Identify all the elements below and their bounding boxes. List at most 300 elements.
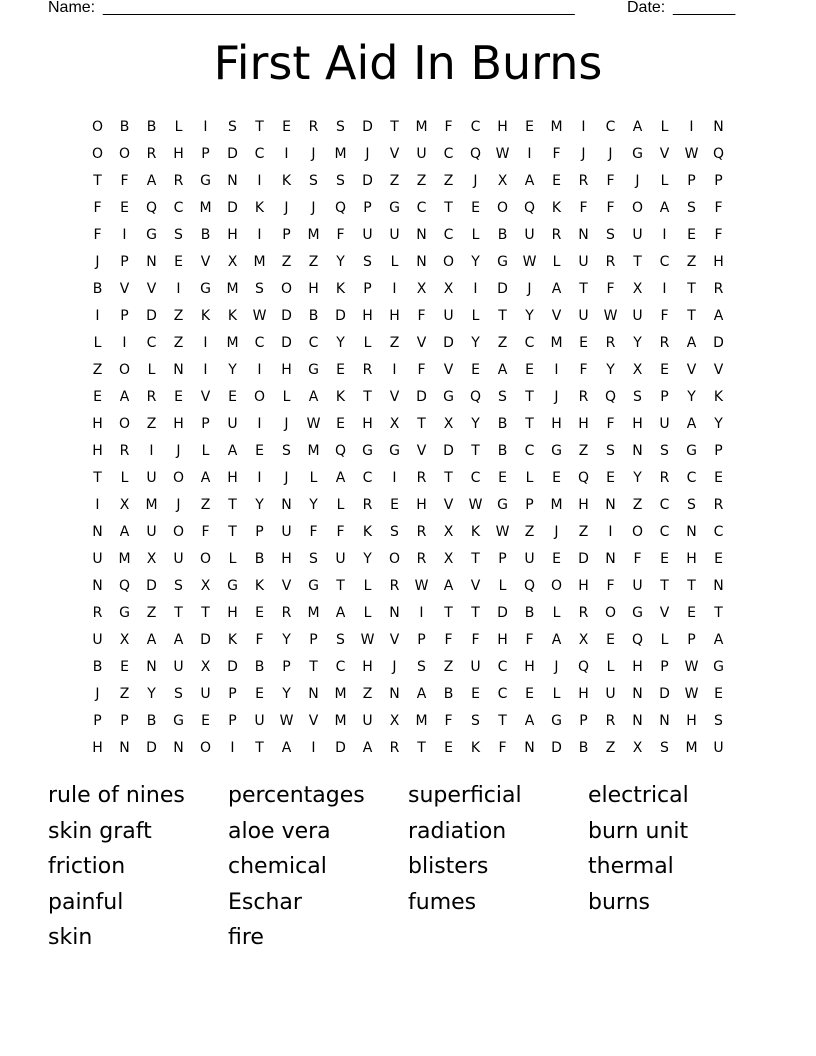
grid-letter[interactable]: J bbox=[284, 200, 289, 216]
grid-letter[interactable]: Q bbox=[334, 443, 347, 459]
grid-letter[interactable]: S bbox=[282, 443, 291, 459]
grid-letter[interactable]: R bbox=[362, 362, 373, 378]
grid-letter[interactable]: U bbox=[335, 551, 346, 567]
grid-letter[interactable]: U bbox=[173, 659, 184, 675]
grid-letter[interactable]: L bbox=[660, 173, 669, 189]
grid-letter[interactable]: R bbox=[659, 335, 670, 351]
grid-letter[interactable]: I bbox=[257, 362, 262, 378]
grid-letter[interactable]: U bbox=[254, 713, 265, 729]
grid-letter[interactable]: C bbox=[470, 470, 481, 486]
grid-letter[interactable]: F bbox=[444, 119, 453, 135]
grid-letter[interactable]: X bbox=[443, 524, 454, 540]
grid-letter[interactable]: Y bbox=[471, 254, 480, 270]
grid-letter[interactable]: E bbox=[120, 200, 129, 216]
grid-letter[interactable]: E bbox=[255, 605, 264, 621]
grid-letter[interactable]: P bbox=[525, 497, 534, 513]
grid-letter[interactable]: G bbox=[362, 443, 373, 459]
grid-letter[interactable]: A bbox=[119, 524, 130, 540]
grid-letter[interactable]: T bbox=[498, 308, 507, 324]
grid-letter[interactable]: O bbox=[280, 281, 293, 297]
grid-letter[interactable]: L bbox=[606, 659, 615, 675]
grid-letter[interactable]: T bbox=[498, 713, 507, 729]
grid-letter[interactable]: C bbox=[254, 335, 265, 351]
grid-letter[interactable]: S bbox=[174, 227, 183, 243]
grid-letter[interactable]: L bbox=[498, 578, 507, 594]
grid-letter[interactable]: T bbox=[417, 740, 426, 756]
grid-letter[interactable]: S bbox=[336, 632, 345, 648]
grid-letter[interactable]: D bbox=[443, 443, 454, 459]
grid-letter[interactable]: F bbox=[309, 524, 318, 540]
grid-letter[interactable]: D bbox=[227, 200, 238, 216]
grid-letter[interactable]: U bbox=[173, 551, 184, 567]
grid-letter[interactable]: I bbox=[689, 119, 694, 135]
grid-letter[interactable]: D bbox=[362, 119, 373, 135]
grid-letter[interactable]: Z bbox=[200, 497, 211, 513]
grid-letter[interactable]: E bbox=[714, 470, 723, 486]
grid-letter[interactable]: D bbox=[551, 740, 562, 756]
grid-letter[interactable]: B bbox=[146, 713, 157, 729]
grid-letter[interactable]: N bbox=[686, 524, 697, 540]
grid-letter[interactable]: F bbox=[606, 578, 615, 594]
date-field-line[interactable]: _______ bbox=[673, 0, 736, 16]
grid-letter[interactable]: O bbox=[631, 200, 644, 216]
grid-letter[interactable]: Z bbox=[281, 254, 292, 270]
grid-letter[interactable]: T bbox=[579, 281, 588, 297]
grid-letter[interactable]: R bbox=[416, 524, 427, 540]
grid-letter[interactable]: D bbox=[362, 173, 373, 189]
grid-letter[interactable]: Z bbox=[443, 659, 454, 675]
grid-letter[interactable]: P bbox=[660, 389, 669, 405]
grid-letter[interactable]: Y bbox=[336, 335, 345, 351]
grid-letter[interactable]: S bbox=[228, 119, 237, 135]
grid-letter[interactable]: H bbox=[497, 632, 508, 648]
grid-letter[interactable]: H bbox=[713, 254, 724, 270]
grid-letter[interactable]: A bbox=[335, 470, 346, 486]
grid-letter[interactable]: U bbox=[92, 551, 103, 567]
grid-letter[interactable]: I bbox=[662, 227, 667, 243]
grid-letter[interactable]: J bbox=[95, 254, 100, 270]
grid-letter[interactable]: U bbox=[605, 686, 616, 702]
grid-letter[interactable]: B bbox=[497, 443, 508, 459]
grid-letter[interactable]: V bbox=[119, 281, 130, 297]
grid-letter[interactable]: X bbox=[227, 254, 238, 270]
grid-letter[interactable]: K bbox=[281, 173, 292, 189]
grid-letter[interactable]: Y bbox=[471, 335, 480, 351]
grid-letter[interactable]: E bbox=[552, 470, 561, 486]
grid-letter[interactable]: E bbox=[255, 443, 264, 459]
grid-letter[interactable]: W bbox=[684, 659, 699, 675]
grid-letter[interactable]: Y bbox=[633, 470, 642, 486]
grid-letter[interactable]: C bbox=[416, 200, 427, 216]
grid-letter[interactable]: A bbox=[146, 173, 157, 189]
grid-letter[interactable]: N bbox=[632, 443, 643, 459]
grid-letter[interactable]: O bbox=[118, 146, 131, 162]
grid-letter[interactable]: Y bbox=[282, 686, 291, 702]
grid-letter[interactable]: E bbox=[228, 389, 237, 405]
grid-letter[interactable]: J bbox=[311, 200, 316, 216]
grid-letter[interactable]: M bbox=[334, 713, 347, 729]
grid-letter[interactable]: N bbox=[713, 119, 724, 135]
grid-letter[interactable]: C bbox=[713, 524, 724, 540]
grid-letter[interactable]: E bbox=[255, 686, 264, 702]
grid-letter[interactable]: M bbox=[145, 497, 158, 513]
grid-letter[interactable]: V bbox=[659, 146, 670, 162]
grid-letter[interactable]: S bbox=[471, 713, 480, 729]
grid-letter[interactable]: Y bbox=[687, 389, 696, 405]
grid-letter[interactable]: A bbox=[146, 632, 157, 648]
grid-letter[interactable]: J bbox=[527, 281, 532, 297]
grid-letter[interactable]: D bbox=[497, 605, 508, 621]
grid-letter[interactable]: W bbox=[279, 713, 294, 729]
grid-letter[interactable]: U bbox=[146, 524, 157, 540]
grid-letter[interactable]: F bbox=[417, 362, 426, 378]
grid-letter[interactable]: C bbox=[686, 470, 697, 486]
grid-letter[interactable]: E bbox=[282, 119, 291, 135]
grid-letter[interactable]: R bbox=[146, 389, 157, 405]
grid-letter[interactable]: B bbox=[497, 227, 508, 243]
grid-letter[interactable]: I bbox=[257, 416, 262, 432]
name-field-line[interactable]: _____________________________________________________ bbox=[103, 0, 575, 16]
grid-letter[interactable]: V bbox=[200, 254, 211, 270]
grid-letter[interactable]: R bbox=[605, 713, 616, 729]
grid-letter[interactable]: S bbox=[687, 200, 696, 216]
grid-letter[interactable]: E bbox=[552, 551, 561, 567]
grid-letter[interactable]: A bbox=[443, 578, 454, 594]
grid-letter[interactable]: C bbox=[443, 146, 454, 162]
grid-letter[interactable]: P bbox=[714, 173, 723, 189]
grid-letter[interactable]: O bbox=[550, 578, 563, 594]
grid-letter[interactable]: V bbox=[146, 281, 157, 297]
grid-letter[interactable]: F bbox=[633, 551, 642, 567]
grid-letter[interactable]: U bbox=[470, 659, 481, 675]
grid-letter[interactable]: W bbox=[306, 416, 321, 432]
grid-letter[interactable]: P bbox=[498, 551, 507, 567]
grid-letter[interactable]: I bbox=[284, 146, 289, 162]
grid-letter[interactable]: R bbox=[389, 578, 400, 594]
grid-letter[interactable]: A bbox=[308, 389, 319, 405]
grid-letter[interactable]: R bbox=[605, 335, 616, 351]
grid-letter[interactable]: C bbox=[362, 470, 373, 486]
grid-letter[interactable]: E bbox=[471, 686, 480, 702]
grid-letter[interactable]: X bbox=[632, 362, 643, 378]
grid-letter[interactable]: S bbox=[687, 497, 696, 513]
grid-letter[interactable]: I bbox=[419, 605, 424, 621]
grid-letter[interactable]: J bbox=[284, 470, 289, 486]
grid-letter[interactable]: U bbox=[632, 308, 643, 324]
grid-letter[interactable]: X bbox=[200, 659, 211, 675]
grid-letter[interactable]: A bbox=[551, 281, 562, 297]
grid-letter[interactable]: L bbox=[471, 227, 480, 243]
grid-letter[interactable]: I bbox=[473, 281, 478, 297]
grid-letter[interactable]: J bbox=[554, 389, 559, 405]
grid-letter[interactable]: H bbox=[227, 470, 238, 486]
grid-letter[interactable]: X bbox=[497, 173, 508, 189]
grid-letter[interactable]: D bbox=[227, 146, 238, 162]
grid-letter[interactable]: K bbox=[227, 632, 238, 648]
grid-letter[interactable]: V bbox=[308, 713, 319, 729]
grid-letter[interactable]: O bbox=[172, 524, 185, 540]
grid-letter[interactable]: W bbox=[495, 524, 510, 540]
grid-letter[interactable]: N bbox=[308, 686, 319, 702]
grid-letter[interactable]: J bbox=[311, 146, 316, 162]
grid-letter[interactable]: L bbox=[552, 605, 561, 621]
grid-letter[interactable]: V bbox=[443, 362, 454, 378]
grid-letter[interactable]: J bbox=[473, 173, 478, 189]
grid-letter[interactable]: G bbox=[632, 146, 643, 162]
grid-letter[interactable]: N bbox=[713, 578, 724, 594]
grid-letter[interactable]: K bbox=[227, 308, 238, 324]
grid-letter[interactable]: W bbox=[414, 578, 429, 594]
grid-letter[interactable]: S bbox=[309, 173, 318, 189]
grid-letter[interactable]: V bbox=[416, 443, 427, 459]
grid-letter[interactable]: A bbox=[713, 632, 724, 648]
grid-letter[interactable]: P bbox=[282, 227, 291, 243]
grid-letter[interactable]: I bbox=[203, 119, 208, 135]
grid-letter[interactable]: H bbox=[173, 146, 184, 162]
grid-letter[interactable]: E bbox=[336, 416, 345, 432]
grid-letter[interactable]: C bbox=[308, 335, 319, 351]
grid-letter[interactable]: B bbox=[497, 416, 508, 432]
grid-letter[interactable]: U bbox=[524, 227, 535, 243]
grid-letter[interactable]: F bbox=[336, 227, 345, 243]
grid-letter[interactable]: F bbox=[714, 227, 723, 243]
grid-letter[interactable]: U bbox=[632, 578, 643, 594]
grid-letter[interactable]: N bbox=[605, 497, 616, 513]
grid-letter[interactable]: G bbox=[497, 497, 508, 513]
grid-letter[interactable]: R bbox=[578, 173, 589, 189]
grid-letter[interactable]: J bbox=[392, 659, 397, 675]
grid-letter[interactable]: T bbox=[417, 416, 426, 432]
grid-letter[interactable]: Q bbox=[469, 389, 482, 405]
grid-letter[interactable]: P bbox=[687, 632, 696, 648]
grid-letter[interactable]: F bbox=[714, 200, 723, 216]
grid-letter[interactable]: J bbox=[554, 524, 559, 540]
grid-letter[interactable]: L bbox=[174, 119, 183, 135]
grid-letter[interactable]: Y bbox=[471, 416, 480, 432]
grid-letter[interactable]: I bbox=[608, 524, 613, 540]
grid-letter[interactable]: T bbox=[255, 740, 264, 756]
grid-letter[interactable]: L bbox=[363, 578, 372, 594]
grid-letter[interactable]: C bbox=[443, 227, 454, 243]
grid-letter[interactable]: Q bbox=[334, 200, 347, 216]
grid-letter[interactable]: T bbox=[444, 200, 453, 216]
grid-letter[interactable]: X bbox=[119, 497, 130, 513]
grid-letter[interactable]: K bbox=[335, 281, 346, 297]
grid-letter[interactable]: H bbox=[632, 416, 643, 432]
grid-letter[interactable]: P bbox=[201, 416, 210, 432]
grid-letter[interactable]: I bbox=[554, 362, 559, 378]
grid-letter[interactable]: A bbox=[200, 470, 211, 486]
grid-letter[interactable]: E bbox=[390, 497, 399, 513]
grid-letter[interactable]: V bbox=[416, 335, 427, 351]
grid-letter[interactable]: R bbox=[308, 119, 319, 135]
grid-letter[interactable]: R bbox=[578, 605, 589, 621]
grid-letter[interactable]: Y bbox=[714, 416, 723, 432]
grid-letter[interactable]: S bbox=[336, 119, 345, 135]
grid-letter[interactable]: D bbox=[443, 335, 454, 351]
grid-letter[interactable]: U bbox=[362, 713, 373, 729]
grid-letter[interactable]: M bbox=[253, 254, 266, 270]
grid-letter[interactable]: R bbox=[713, 497, 724, 513]
grid-letter[interactable]: R bbox=[659, 470, 670, 486]
grid-letter[interactable]: F bbox=[255, 632, 264, 648]
grid-letter[interactable]: G bbox=[551, 443, 562, 459]
grid-letter[interactable]: X bbox=[416, 281, 427, 297]
grid-letter[interactable]: G bbox=[173, 713, 184, 729]
grid-letter[interactable]: T bbox=[228, 524, 237, 540]
grid-letter[interactable]: B bbox=[92, 281, 103, 297]
grid-letter[interactable]: G bbox=[389, 443, 400, 459]
grid-letter[interactable]: I bbox=[662, 281, 667, 297]
grid-letter[interactable]: I bbox=[203, 335, 208, 351]
grid-letter[interactable]: P bbox=[309, 632, 318, 648]
grid-letter[interactable]: N bbox=[389, 686, 400, 702]
grid-letter[interactable]: F bbox=[417, 308, 426, 324]
grid-letter[interactable]: Y bbox=[633, 335, 642, 351]
grid-letter[interactable]: H bbox=[362, 659, 373, 675]
grid-letter[interactable]: N bbox=[389, 605, 400, 621]
grid-letter[interactable]: L bbox=[282, 389, 291, 405]
grid-letter[interactable]: H bbox=[281, 362, 292, 378]
grid-letter[interactable]: I bbox=[122, 335, 127, 351]
grid-letter[interactable]: Z bbox=[416, 173, 427, 189]
grid-letter[interactable]: Z bbox=[308, 254, 319, 270]
grid-letter[interactable]: S bbox=[390, 524, 399, 540]
grid-letter[interactable]: K bbox=[551, 200, 562, 216]
grid-letter[interactable]: J bbox=[581, 146, 586, 162]
grid-letter[interactable]: E bbox=[174, 254, 183, 270]
grid-letter[interactable]: Y bbox=[309, 497, 318, 513]
grid-letter[interactable]: U bbox=[416, 146, 427, 162]
grid-letter[interactable]: L bbox=[660, 632, 669, 648]
grid-letter[interactable]: I bbox=[122, 227, 127, 243]
grid-letter[interactable]: S bbox=[336, 173, 345, 189]
grid-letter[interactable]: L bbox=[363, 605, 372, 621]
grid-letter[interactable]: G bbox=[200, 173, 211, 189]
grid-letter[interactable]: V bbox=[281, 578, 292, 594]
grid-letter[interactable]: M bbox=[307, 605, 320, 621]
grid-letter[interactable]: Y bbox=[282, 632, 291, 648]
grid-letter[interactable]: L bbox=[660, 119, 669, 135]
grid-letter[interactable]: L bbox=[336, 497, 345, 513]
grid-letter[interactable]: C bbox=[659, 497, 670, 513]
grid-letter[interactable]: N bbox=[227, 173, 238, 189]
grid-letter[interactable]: Q bbox=[118, 578, 131, 594]
grid-letter[interactable]: P bbox=[201, 146, 210, 162]
grid-letter[interactable]: T bbox=[471, 443, 480, 459]
grid-letter[interactable]: P bbox=[93, 713, 102, 729]
grid-letter[interactable]: L bbox=[525, 470, 534, 486]
grid-letter[interactable]: Z bbox=[173, 308, 184, 324]
grid-letter[interactable]: Z bbox=[686, 254, 697, 270]
grid-letter[interactable]: C bbox=[470, 119, 481, 135]
grid-letter[interactable]: K bbox=[362, 524, 373, 540]
grid-letter[interactable]: Z bbox=[578, 524, 589, 540]
grid-letter[interactable]: H bbox=[92, 416, 103, 432]
grid-letter[interactable]: N bbox=[578, 227, 589, 243]
grid-letter[interactable]: D bbox=[335, 308, 346, 324]
grid-letter[interactable]: M bbox=[226, 335, 239, 351]
grid-letter[interactable]: J bbox=[176, 443, 181, 459]
grid-letter[interactable]: Z bbox=[443, 173, 454, 189]
grid-letter[interactable]: B bbox=[308, 308, 319, 324]
grid-letter[interactable]: I bbox=[95, 497, 100, 513]
grid-letter[interactable]: A bbox=[119, 389, 130, 405]
grid-letter[interactable]: T bbox=[687, 578, 696, 594]
grid-letter[interactable]: J bbox=[635, 173, 640, 189]
grid-letter[interactable]: Y bbox=[147, 686, 156, 702]
grid-letter[interactable]: U bbox=[146, 470, 157, 486]
grid-letter[interactable]: B bbox=[254, 659, 265, 675]
grid-letter[interactable]: Z bbox=[173, 335, 184, 351]
grid-letter[interactable]: I bbox=[257, 227, 262, 243]
grid-letter[interactable]: S bbox=[174, 578, 183, 594]
grid-letter[interactable]: T bbox=[660, 578, 669, 594]
grid-letter[interactable]: D bbox=[281, 308, 292, 324]
grid-letter[interactable]: E bbox=[444, 740, 453, 756]
grid-letter[interactable]: T bbox=[174, 605, 183, 621]
grid-letter[interactable]: Z bbox=[146, 605, 157, 621]
grid-letter[interactable]: X bbox=[443, 551, 454, 567]
grid-letter[interactable]: H bbox=[362, 308, 373, 324]
grid-letter[interactable]: W bbox=[468, 497, 483, 513]
grid-letter[interactable]: Z bbox=[119, 686, 130, 702]
grid-letter[interactable]: Q bbox=[577, 470, 590, 486]
grid-letter[interactable]: W bbox=[360, 632, 375, 648]
grid-letter[interactable]: D bbox=[659, 686, 670, 702]
grid-letter[interactable]: V bbox=[713, 362, 724, 378]
grid-letter[interactable]: E bbox=[714, 551, 723, 567]
grid-letter[interactable]: G bbox=[389, 200, 400, 216]
grid-letter[interactable]: Z bbox=[578, 443, 589, 459]
grid-letter[interactable]: E bbox=[606, 632, 615, 648]
grid-letter[interactable]: T bbox=[687, 308, 696, 324]
grid-letter[interactable]: R bbox=[416, 470, 427, 486]
grid-letter[interactable]: F bbox=[606, 416, 615, 432]
grid-letter[interactable]: Z bbox=[605, 740, 616, 756]
grid-letter[interactable]: T bbox=[444, 470, 453, 486]
grid-letter[interactable]: L bbox=[471, 308, 480, 324]
grid-letter[interactable]: D bbox=[497, 281, 508, 297]
grid-letter[interactable]: M bbox=[226, 281, 239, 297]
grid-letter[interactable]: A bbox=[335, 605, 346, 621]
grid-letter[interactable]: W bbox=[684, 686, 699, 702]
grid-letter[interactable]: F bbox=[579, 200, 588, 216]
grid-letter[interactable]: X bbox=[389, 713, 400, 729]
grid-letter[interactable]: T bbox=[687, 281, 696, 297]
grid-letter[interactable]: V bbox=[470, 578, 481, 594]
grid-letter[interactable]: G bbox=[200, 281, 211, 297]
grid-letter[interactable]: U bbox=[578, 254, 589, 270]
grid-letter[interactable]: H bbox=[686, 551, 697, 567]
grid-letter[interactable]: H bbox=[227, 227, 238, 243]
grid-letter[interactable]: E bbox=[120, 659, 129, 675]
grid-letter[interactable]: J bbox=[284, 416, 289, 432]
grid-letter[interactable]: W bbox=[522, 254, 537, 270]
grid-letter[interactable]: K bbox=[254, 200, 265, 216]
grid-letter[interactable]: A bbox=[281, 740, 292, 756]
grid-letter[interactable]: V bbox=[389, 146, 400, 162]
grid-letter[interactable]: T bbox=[336, 578, 345, 594]
grid-letter[interactable]: Z bbox=[497, 335, 508, 351]
grid-letter[interactable]: M bbox=[334, 146, 347, 162]
grid-letter[interactable]: S bbox=[363, 254, 372, 270]
grid-letter[interactable]: R bbox=[578, 389, 589, 405]
grid-letter[interactable]: M bbox=[415, 713, 428, 729]
grid-letter[interactable]: H bbox=[686, 713, 697, 729]
grid-letter[interactable]: S bbox=[606, 227, 615, 243]
grid-letter[interactable]: R bbox=[146, 146, 157, 162]
